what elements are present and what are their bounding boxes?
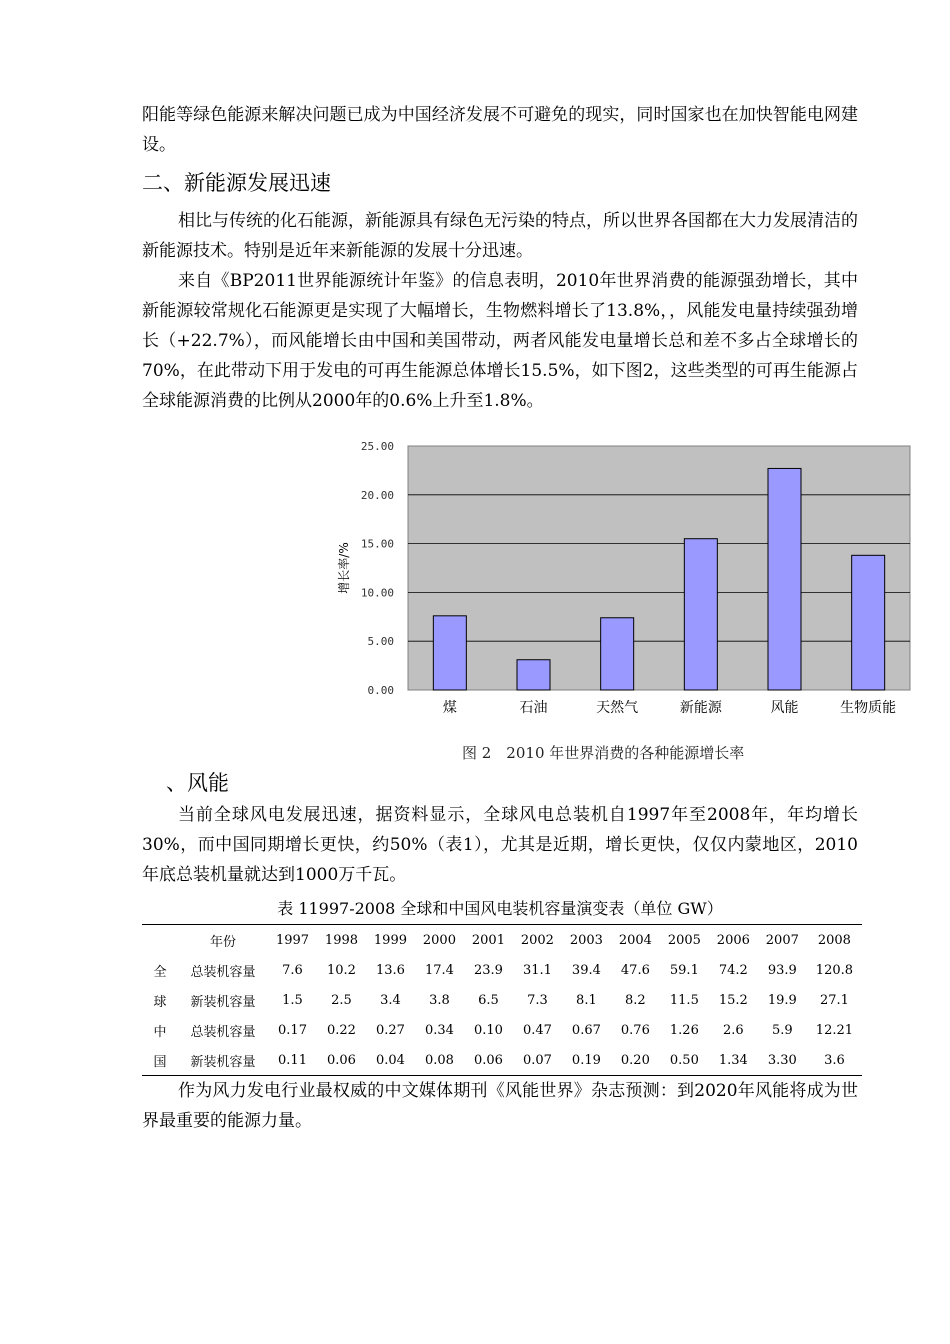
wind-capacity-table	[142, 924, 862, 1076]
table-cell: 0.22	[327, 1022, 356, 1038]
section-heading-new-energy: 二、新能源发展迅速	[142, 171, 331, 195]
document-page	[142, 100, 897, 1136]
row-label: 总装机容量	[190, 1024, 256, 1040]
row-group-label: 中	[153, 1024, 167, 1040]
bar	[517, 660, 550, 690]
table-cell: 0.76	[620, 1022, 650, 1038]
y-axis-label: 增长率/%	[337, 542, 351, 594]
table-cell: 0.11	[278, 1052, 307, 1068]
table-cell: 2.6	[723, 1022, 744, 1038]
year-header: 1997	[275, 932, 310, 948]
table-cell: 3.8	[429, 992, 450, 1008]
year-header: 2006	[716, 932, 750, 948]
table-cell: 0.04	[375, 1052, 405, 1068]
table-cell: 2.5	[331, 992, 352, 1008]
table-cell: 10.2	[327, 962, 356, 978]
bar	[601, 618, 634, 690]
y-tick-label: 20.00	[360, 488, 394, 502]
table-cell: 23.9	[473, 962, 503, 978]
table-title: 表 11997-2008 全球和中国风电装机容量演变表（单位 GW）	[277, 899, 723, 918]
table-cell: 1.26	[669, 1022, 699, 1038]
year-header: 2002	[520, 932, 554, 948]
table-cell: 13.6	[375, 962, 405, 978]
table-cell: 3.30	[767, 1052, 797, 1068]
year-header: 2007	[765, 932, 799, 948]
table-cell: 74.2	[718, 962, 748, 978]
year-header: 2005	[667, 932, 701, 948]
paragraph-forecast: 作为风力发电行业最权威的中文媒体期刊《风能世界》杂志预测：到2020年风能将成为世界最重要的能源力量。	[142, 1081, 858, 1131]
paragraph-bp-statistics: 来自《BP2011世界能源统计年鉴》的信息表明，2010年世界消费的能源强劲增长，其中新能源较常规化石能源更是实现了大幅增长，生物燃料增长了13.8%，，风能发电量持续强劲增长（+22.7%），而风能增长由中国和美国带动，两者风能发电量增长总和差不多占全球增长的70%，在此带动下用于发电的可再生能源总体增长15.5%，如下图2，这些类型的可再生能源占全球能源消费的比例从2000年的0.6%上升至1.8%。	[142, 271, 858, 411]
table-cell: 5.9	[771, 1022, 793, 1038]
x-tick-label: 煤	[442, 700, 457, 716]
x-tick-label: 生物质能	[840, 700, 897, 716]
table-row	[142, 955, 862, 985]
year-header: 2008	[817, 932, 851, 948]
table-cell: 7.3	[527, 992, 548, 1008]
y-tick-label: 25.00	[360, 440, 394, 453]
table-row	[142, 1015, 862, 1045]
year-label: 年份	[209, 934, 236, 950]
table-cell: 0.20	[620, 1052, 650, 1068]
table-cell: 8.1	[576, 992, 597, 1008]
table-cell: 3.4	[380, 992, 401, 1008]
paragraph-wind: 当前全球风电发展迅速，据资料显示，全球风电总装机自1997年至2008年，年均增长30%，而中国同期增长更快，约50%（表1），尤其是近期，增长更快，仅仅内蒙地区，2010年底总装机量就达到1000万千瓦。	[142, 805, 858, 885]
row-label: 新装机容量	[190, 994, 256, 1010]
table-cell: 93.9	[767, 962, 797, 978]
x-tick-label: 天然气	[596, 700, 639, 716]
table-cell: 0.19	[571, 1052, 601, 1068]
table-cell: 17.4	[424, 962, 454, 978]
table-cell: 0.08	[424, 1052, 454, 1068]
x-tick-label: 风能	[770, 700, 799, 716]
table-cell: 12.21	[815, 1022, 854, 1038]
row-group-label: 全	[153, 964, 167, 980]
figure-caption: 图 2 2010 年世界消费的各种能源增长率	[462, 744, 745, 762]
figure-2	[142, 434, 897, 764]
table-cell: 59.1	[669, 962, 699, 978]
bar	[852, 555, 885, 690]
y-tick-label: 0.00	[367, 684, 394, 697]
year-header: 2004	[618, 932, 652, 948]
table-cell: 19.9	[767, 992, 797, 1008]
table-header-row	[142, 925, 862, 956]
table-cell: 47.6	[620, 962, 650, 978]
year-header: 2003	[569, 932, 603, 948]
bar	[768, 468, 801, 690]
table-cell: 0.67	[571, 1022, 601, 1038]
table-cell: 39.4	[571, 962, 601, 978]
table-corner	[142, 925, 178, 956]
row-group-label: 球	[153, 994, 167, 1010]
year-header: 2000	[422, 932, 456, 948]
table-cell: 27.1	[819, 992, 849, 1008]
table-cell: 1.34	[718, 1052, 748, 1068]
table-cell: 1.5	[282, 992, 303, 1008]
row-label: 总装机容量	[190, 964, 256, 980]
year-header: 2001	[471, 932, 505, 948]
table-cell: 0.34	[424, 1022, 454, 1038]
table-cell: 6.5	[478, 992, 499, 1008]
y-tick-label: 5.00	[367, 635, 394, 649]
table-cell: 120.8	[815, 962, 854, 978]
table-row	[142, 985, 862, 1015]
table-row	[142, 1045, 862, 1076]
table-cell: 31.1	[522, 962, 552, 978]
plot-area	[408, 446, 910, 690]
section-heading-wind: 、风能	[166, 771, 229, 795]
table-cell: 0.06	[327, 1052, 356, 1068]
growth-rate-bar-chart	[328, 434, 897, 734]
table-cell: 0.50	[669, 1052, 699, 1068]
row-label: 新装机容量	[190, 1054, 256, 1070]
table-cell: 0.27	[375, 1022, 405, 1038]
year-header: 1998	[324, 932, 359, 948]
row-group-label: 国	[153, 1054, 167, 1070]
y-tick-label: 10.00	[360, 586, 394, 600]
x-tick-label: 新能源	[679, 700, 722, 716]
table-cell: 3.6	[824, 1052, 845, 1068]
table-cell: 0.06	[473, 1052, 503, 1068]
table-cell: 11.5	[669, 992, 699, 1008]
table-cell: 0.07	[522, 1052, 552, 1068]
paragraph-new-energy: 相比与传统的化石能源，新能源具有绿色无污染的特点，所以世界各国都在大力发展清洁的新能源技术。特别是近年来新能源的发展十分迅速。	[142, 211, 858, 261]
paragraph-intro: 阳能等绿色能源来解决问题已成为中国经济发展不可避免的现实，同时国家也在加快智能电网建设。	[142, 105, 858, 155]
bar	[433, 616, 466, 690]
table-cell: 8.2	[625, 992, 646, 1008]
y-tick-label: 15.00	[360, 537, 394, 551]
table-cell: 0.10	[473, 1022, 503, 1038]
x-tick-label: 石油	[519, 700, 548, 716]
year-header: 1999	[373, 932, 407, 948]
table-cell: 0.17	[278, 1022, 307, 1038]
table-cell: 15.2	[718, 992, 748, 1008]
table-cell: 7.6	[282, 962, 303, 978]
bar	[684, 539, 717, 690]
table-cell: 0.47	[522, 1022, 552, 1038]
